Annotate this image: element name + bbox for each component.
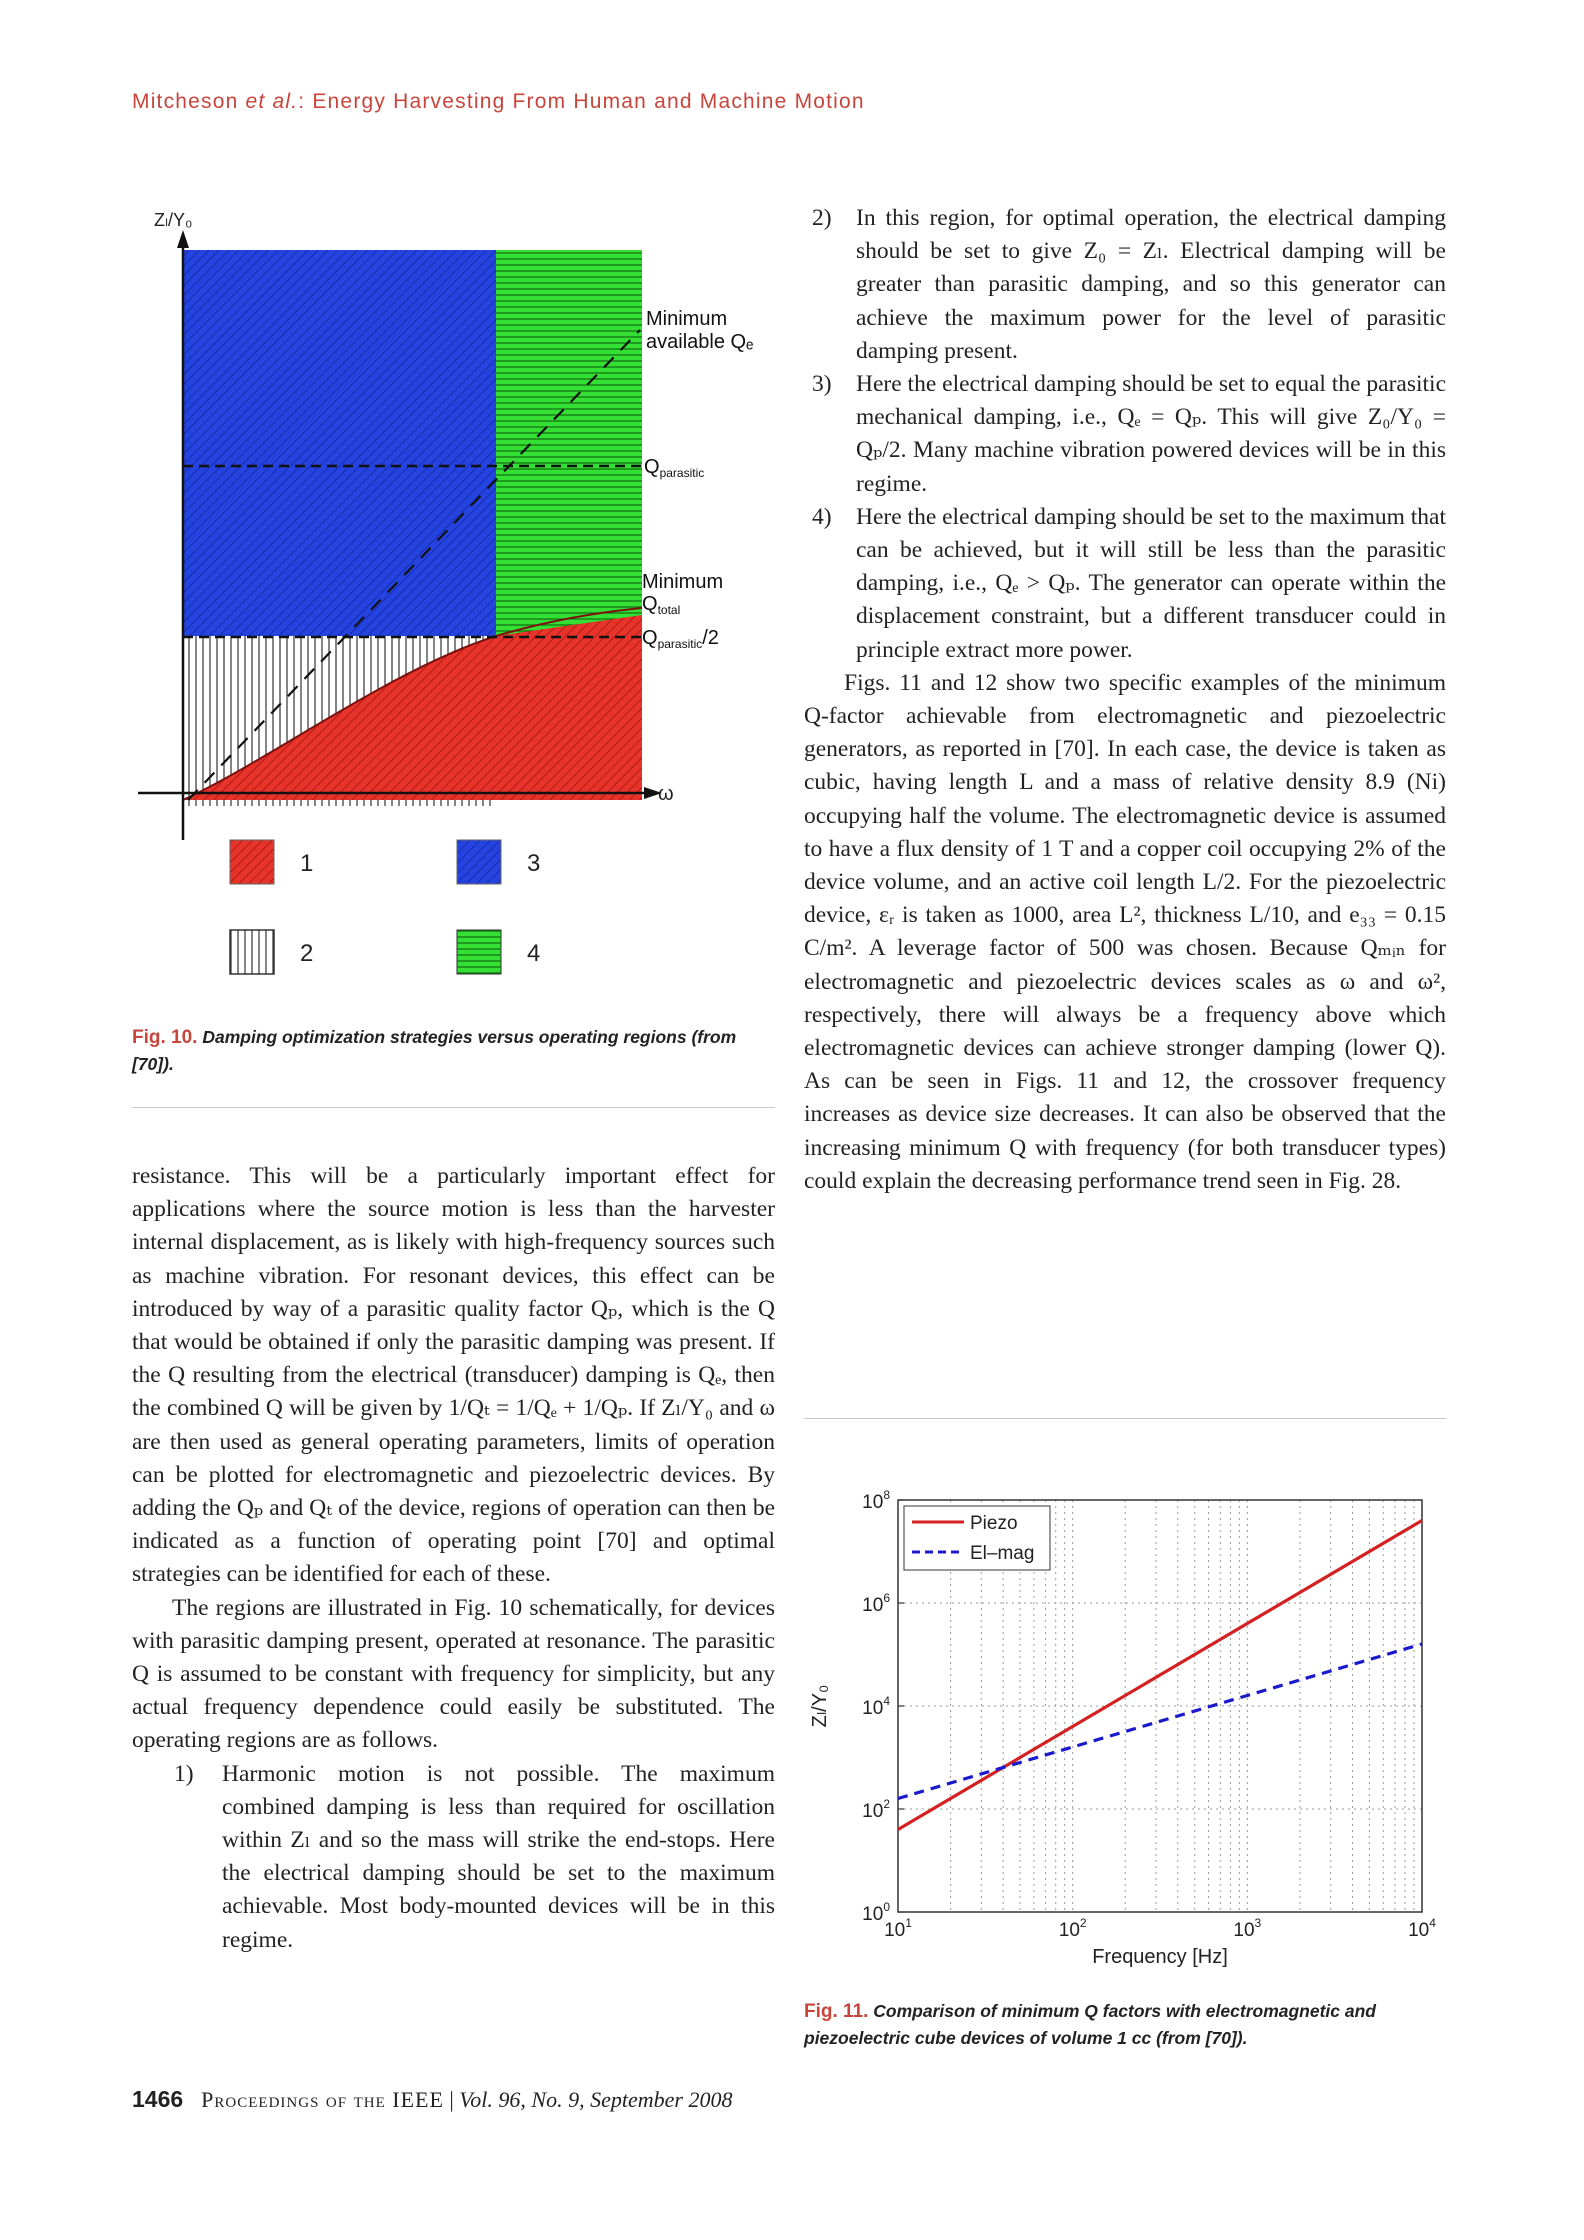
fig11-y-tick: $10^8$ xyxy=(862,1488,890,1513)
q-parasitic-half-label: $Q_{parasitic}/2$ xyxy=(642,627,719,651)
figure-11 xyxy=(804,1470,1446,1970)
left-paragraph-2: The regions are illustrated in Fig. 10 schematically, for devices with parasitic damping present, operated at resonance. The parasitic Q is assumed to be constant with frequency for simplicity, but any actual frequency dependence could easily be substituted. The operating regions are as follows. xyxy=(132,1594,775,1754)
fig11-y-tick: $10^0$ xyxy=(862,1900,890,1925)
region-item-4: 4) Here the electrical damping should be set to the maximum that can be achieved, but it will still be less than the parasitic damping, i.e., Qₑ > Qₚ. The generator can operate within the displacement constraint, but a different transducer could in principle extract more power. xyxy=(812,503,1446,663)
legend-swatch-1 xyxy=(230,840,274,884)
fig10-rule xyxy=(132,1107,775,1108)
fig11-y-tick: $10^4$ xyxy=(862,1694,890,1719)
fig11-top-rule xyxy=(804,1418,1446,1419)
fig11-x-tick: $10^3$ xyxy=(1233,1916,1262,1941)
fig11-y-label: Zₗ/Y₀ xyxy=(809,1684,831,1728)
running-head: Mitcheson et al.: Energy Harvesting From Human and Machine Motion xyxy=(132,90,865,113)
left-column xyxy=(132,1160,775,1957)
right-column xyxy=(804,202,1446,1198)
fig11-caption: Fig. 11. Comparison of minimum Q factors with electromagnetic and piezoelectric cube devices of volume 1 cc (from [70]). xyxy=(804,2001,1376,2048)
page-footer: 1466 Proceedings of the IEEE | Vol. 96, No. 9, September 2008 xyxy=(132,2086,733,2112)
region-item-2: 2) In this region, for optimal operation, the electrical damping should be set to give Z₀ = Zₗ. Electrical damping will be greater than parasitic damping, and so this generator can achieve the maximum power for the level of parasitic damping present. xyxy=(812,205,1446,364)
legend-label-3: 3 xyxy=(527,850,541,877)
legend-swatch-4 xyxy=(457,930,501,974)
fig11-series-elmag xyxy=(898,1644,1422,1799)
region-3 xyxy=(183,250,496,636)
fig10-legend xyxy=(230,840,540,974)
region-list-left xyxy=(132,1758,775,1957)
min-qtotal-label-2: $Q_{total}$ xyxy=(642,593,681,617)
fig11-x-tick: $10^4$ xyxy=(1408,1916,1436,1941)
region-list-right xyxy=(804,202,1446,667)
region-4 xyxy=(496,250,642,636)
page-number: 1466 xyxy=(132,2086,184,2112)
fig11-legend xyxy=(904,1506,1050,1570)
fig11-x-tick: $10^1$ xyxy=(884,1916,912,1941)
fig10-x-label: ω xyxy=(658,783,674,805)
region-item-1: 1) Harmonic motion is not possible. The maximum combined damping is less than required for oscillation within Zₗ and so the mass will strike the end-stops. Here the electrical damping should be set to the maximum achievable. Most body-mounted devices will be in this regime. xyxy=(174,1760,775,1953)
legend-label-1: 1 xyxy=(300,850,314,877)
region-item-3: 3) Here the electrical damping should be set to equal the parasitic mechanical damping, i.e., Qₑ = Qₚ. This will give Z₀/Y₀ = Qₚ/2. Many machine vibration powered devices will be in this regime. xyxy=(812,371,1446,497)
min-available-qe-label-2: available Qₑ xyxy=(646,331,754,353)
journal-name: Proceedings of the IEEE xyxy=(201,2087,444,2112)
legend-elmag-label: El–mag xyxy=(970,1543,1035,1564)
fig11-y-tick: $10^2$ xyxy=(862,1797,890,1822)
fig10-caption: Fig. 10. Damping optimization strategies versus operating regions (from [70]). xyxy=(132,1027,737,1074)
q-parasitic-label: $Q_{parasitic}$ xyxy=(644,456,705,480)
min-qtotal-label-1: Minimum xyxy=(642,571,724,593)
legend-label-4: 4 xyxy=(527,940,541,967)
fig10-y-label: Zₗ/Y₀ xyxy=(154,210,193,230)
right-paragraph-1: Figs. 11 and 12 show two specific examples of the minimum Q-factor achievable from electromagnetic and piezoelectric generators, as reported in [70]. In each case, the device is taken as cubic, having length L and a mass of relative density 8.9 (Ni) occupying half the volume. The electromagnetic device is assumed to have a flux density of 1 T and a copper coil occupying 2% of the device volume, and an active coil length L/2. For the piezoelectric device, εᵣ is taken as 1000, area L², thickness L/10, and e₃₃ = 0.15 C/m². A leverage factor of 500 was chosen. Because Qₘᵢₙ for electromagnetic and piezoelectric devices scales as ω and ω², respectively, there will always be a frequency above which electromagnetic devices can achieve stronger damping (lower Q). As can be seen in Figs. 11 and 12, the crossover frequency increases as device size decreases. It can also be observed that the increasing minimum Q with frequency (for both transducer types) could explain the decreasing performance trend seen in Fig. 28. xyxy=(804,669,1446,1194)
figure-10 xyxy=(130,200,790,1000)
fig11-x-tick: $10^2$ xyxy=(1058,1916,1087,1941)
min-available-qe-label-1: Minimum xyxy=(646,308,728,330)
legend-label-2: 2 xyxy=(300,940,314,967)
fig11-x-label: Frequency [Hz] xyxy=(1092,1946,1228,1968)
legend-swatch-2 xyxy=(230,930,274,974)
left-paragraph-1: resistance. This will be a particularly important effect for applications where the source motion is less than the harvester internal displacement, as is likely with high-frequency sources such as machine vibration. For resonant devices, this effect can be introduced by way of a parasitic quality factor Qₚ, which is the Q that would be obtained if only the parasitic damping was present. If the Q resulting from the electrical (transducer) damping is Qₑ, then the combined Q will be given by 1/Qₜ = 1/Qₑ + 1/Qₚ. If Zₗ/Y₀ and ω are then used as general operating parameters, limits of operation can be plotted for electromagnetic and piezoelectric devices. By adding the Qₚ and Qₜ of the device, regions of operation can then be indicated as a function of operating point [70] and optimal strategies can be identified for each of these. xyxy=(132,1163,775,1588)
fig11-y-tick: $10^6$ xyxy=(862,1591,890,1616)
volume-info: Vol. 96, No. 9, September 2008 xyxy=(459,2087,733,2112)
legend-swatch-3 xyxy=(457,840,501,884)
legend-piezo-label: Piezo xyxy=(970,1513,1018,1534)
